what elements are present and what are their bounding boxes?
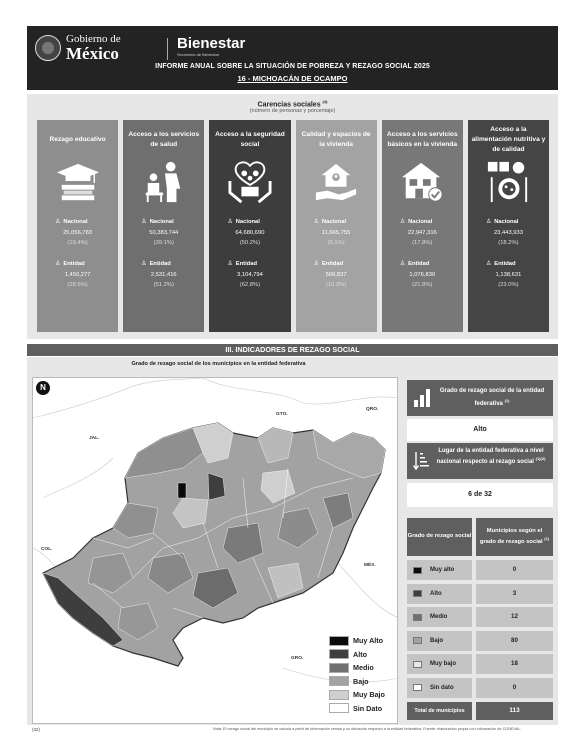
table-cell-grado: Medio [407,607,472,627]
legend-label: Sin Dato [353,703,383,713]
legend-label: Alto [353,649,367,659]
nacional-label: ♙ Nacional [55,219,88,225]
section-iii-title: III. INDICADORES DE REZAGO SOCIAL [27,344,558,356]
bienestar-name: Bienestar [177,35,246,52]
table-cell-grado: Muy bajo [407,654,472,674]
entidad-label: ♙ Entidad [141,261,171,267]
entidad-label: ♙ Entidad [313,261,344,267]
nacional-label: ♙ Nacional [141,219,174,225]
nacional-percent: (18.2%) [498,240,519,246]
table-header-municipios: Municipios según el grado de rezago social $^{(1)}$ [476,518,553,556]
legend-swatch [329,690,349,700]
entidad-value: 1,076,830 [409,272,436,278]
table-cell-municipios: 0 [476,560,553,580]
table-row [407,607,553,627]
lugar-nacional-value: 6 de 32 [407,483,553,507]
table-cell-grado: Muy alto [407,560,472,580]
table-row [407,560,553,580]
entidad-value: 1,450,277 [64,272,91,278]
legend-item [329,702,395,716]
nacional-value: 50,383,744 [149,230,179,236]
bienestar-subtitle: Secretaría de Bienestar [177,52,220,57]
carencia-card-title: Calidad y espacios de la vivienda [301,130,371,148]
legend-item [329,634,395,648]
entidad-label: ♙ Entidad [227,261,257,267]
legend-label: Bajo [353,676,369,686]
carencia-card [382,120,463,332]
legend-swatch [329,676,349,686]
nacional-percent: (39.1%) [153,240,174,246]
food-plate-icon [485,160,531,204]
nacional-value: 11,665,755 [321,230,351,236]
entidad-label: ♙ Entidad [485,261,516,267]
bar-chart-icon [413,386,431,408]
grado-rezago-title: Grado de rezago social de la entidad federativa $^{(1)}$ [439,388,545,408]
nacional-percent: (17.8%) [412,240,433,246]
carencia-card-title: Acceso a la seguridad social [215,130,285,148]
carencia-card [209,120,290,332]
grado-swatch [413,567,422,574]
grado-rezago-value: Alto [407,419,553,441]
map-title: Grado de rezago social de los municipios en la entidad federativa [131,361,306,367]
legend-swatch [329,636,349,646]
nacional-label: ♙ Nacional [313,219,347,225]
carencia-card [37,120,118,332]
graduation-cap-books-icon [55,160,101,204]
table-row [407,654,553,674]
house-check-icon [399,160,445,204]
table-cell-municipios: 12 [476,607,553,627]
map-legend [329,634,395,715]
entidad-label: ♙ Entidad [55,261,85,267]
table-cell-grado: Sin dato [407,678,472,698]
grado-swatch [413,684,422,691]
doctor-patient-icon [141,160,187,204]
legend-item [329,688,395,702]
entidad-value: 1,138,631 [495,272,522,278]
nacional-label: ♙ Nacional [227,219,260,225]
legend-item [329,648,395,662]
lugar-nacional-title: Lugar de la entidad federativa a nivel nacional respecto al rezago social $^{(1)(2)}$ [436,448,546,466]
carencia-card-title: Acceso a los servicios de salud [128,130,200,148]
entidad-percent: (23.0%) [498,282,519,288]
nacional-percent: (50.2%) [239,240,261,246]
table-cell-municipios: 3 [476,584,553,604]
carencias-cards [37,120,549,332]
entidad-value: 3,104,794 [237,272,263,278]
nacional-value: 25,056,783 [63,230,93,236]
total-label: Total de municipios [407,702,472,720]
legend-item [329,675,395,689]
north-arrow-icon: N [36,381,50,395]
entidad-percent: (28.5%) [67,282,88,288]
neighbor-label-gto: GTO. [276,412,288,417]
grado-swatch [413,661,422,668]
total-value: 113 [476,702,553,720]
entidad-value: 2,531,416 [150,272,177,278]
report-title: INFORME ANUAL SOBRE LA SITUACIÓN DE POBREZA Y REZAGO SOCIAL 2025 [155,63,430,70]
carencia-card [468,120,549,332]
table-cell-grado: Bajo [407,631,472,651]
grado-swatch [413,637,422,644]
nacional-label: ♙ Nacional [485,219,519,225]
lugar-nacional-header [407,443,553,479]
entidad-percent: (21.8%) [412,282,433,288]
grado-swatch [413,590,422,597]
ranking-arrow-icon [413,450,429,472]
family-hands-icon [227,160,273,204]
table-row [407,631,553,651]
carencias-title: Carencias sociales $^{(4)}$ [257,99,328,109]
neighbor-label-col: COL. [41,547,53,552]
legend-swatch [329,703,349,713]
header-divider [167,38,168,60]
entidad-percent: (62.8%) [239,282,261,288]
carencia-card [296,120,377,332]
footer-page-ref: (32) [32,727,41,732]
nacional-value: 23,443,933 [493,230,523,236]
entidad-value: 509,837 [325,272,347,278]
legend-label: Muy Alto [353,636,384,646]
grado-swatch [413,614,422,621]
carencia-card-title: Acceso a la alimentación nutritiva y de calidad [471,125,546,154]
footer-note: Nota: El rezago social del municipio se calcula a partir de información censal y su ubicación respecto a la entidad federativa. Fuente: elaboración propia con información de CONEVAL. [213,727,522,731]
table-cell-municipios: 80 [476,631,553,651]
table-cell-grado: Alto [407,584,472,604]
table-total-row [407,702,553,720]
nacional-value: 64,680,690 [235,230,265,236]
carencia-card-title: Rezago educativo [49,135,106,143]
nacional-percent: (9.1%) [327,240,345,246]
table-header-grado: Grado de rezago social [407,518,472,556]
carencias-subtitle: (número de personas y porcentaje) [249,108,336,114]
report-header [27,26,558,90]
table-row [407,678,553,698]
entidad-percent: (51.2%) [153,282,174,288]
carencia-card-title: Acceso a los servicios básicos en la vivienda [386,130,458,148]
legend-label: Muy Bajo [353,690,385,700]
nacional-value: 22,947,316 [407,230,437,236]
legend-swatch [329,649,349,659]
entidad-percent: (10.3%) [325,282,347,288]
neighbor-label-qro: QRO. [366,407,379,412]
bienestar-logo [177,36,245,57]
national-seal-icon [35,35,61,61]
gobierno-de-mexico-logo [35,34,121,62]
neighbor-label-jal: JAL. [89,436,100,441]
legend-swatch [329,663,349,673]
neighbor-label-mex: MÉX. [364,563,376,568]
table-cell-municipios: 0 [476,678,553,698]
gob-small-text: Gobierno de [66,33,121,45]
house-hand-icon [313,160,359,204]
legend-item [329,661,395,675]
legend-label: Medio [353,663,374,673]
carencias-section [27,94,558,339]
state-subtitle: 16 - MICHOACÁN DE OCAMPO [237,74,348,83]
gob-big-text: México [66,44,119,63]
carencia-card [123,120,204,332]
nacional-percent: (19.4%) [67,240,88,246]
neighbor-label-gro: GRO. [291,656,304,661]
entidad-label: ♙ Entidad [399,261,430,267]
table-row [407,584,553,604]
nacional-label: ♙ Nacional [399,219,433,225]
table-cell-municipios: 18 [476,654,553,674]
grado-rezago-header [407,380,553,416]
